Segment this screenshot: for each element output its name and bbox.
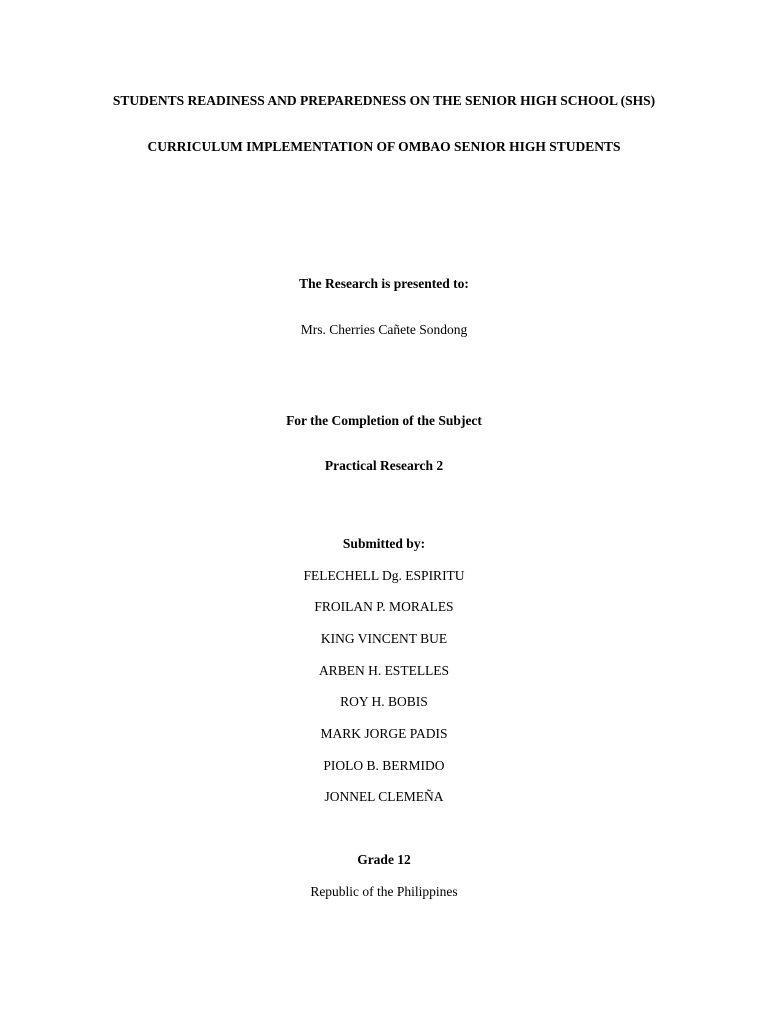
title-line-1: STUDENTS READINESS AND PREPAREDNESS ON THE SENIOR HIGH SCHOOL (SHS) [112, 93, 656, 108]
grade-level: Grade 12 [357, 852, 411, 867]
submitter-name: ROY H. BOBIS [340, 694, 428, 709]
presented-to-name: Mrs. Cherries Cañete Sondong [300, 322, 468, 337]
submitter-name: FROILAN P. MORALES [314, 599, 454, 614]
submitter-name: FELECHELL Dg. ESPIRITU [303, 568, 465, 583]
subject-name: Practical Research 2 [324, 458, 444, 473]
submitter-name: ARBEN H. ESTELLES [318, 663, 450, 678]
submitter-name: KING VINCENT BUE [320, 631, 448, 646]
submitter-name: PIOLO B. BERMIDO [323, 758, 445, 773]
presented-to-heading: The Research is presented to: [299, 276, 469, 291]
title-line-2: CURRICULUM IMPLEMENTATION OF OMBAO SENIOR HIGH STUDENTS [147, 139, 621, 154]
submitted-by-heading: Submitted by: [342, 536, 426, 551]
completion-heading: For the Completion of the Subject [286, 413, 482, 428]
submitter-name: JONNEL CLEMEÑA [324, 789, 444, 804]
country-name: Republic of the Philippines [310, 884, 458, 899]
submitter-name: MARK JORGE PADIS [320, 726, 448, 741]
